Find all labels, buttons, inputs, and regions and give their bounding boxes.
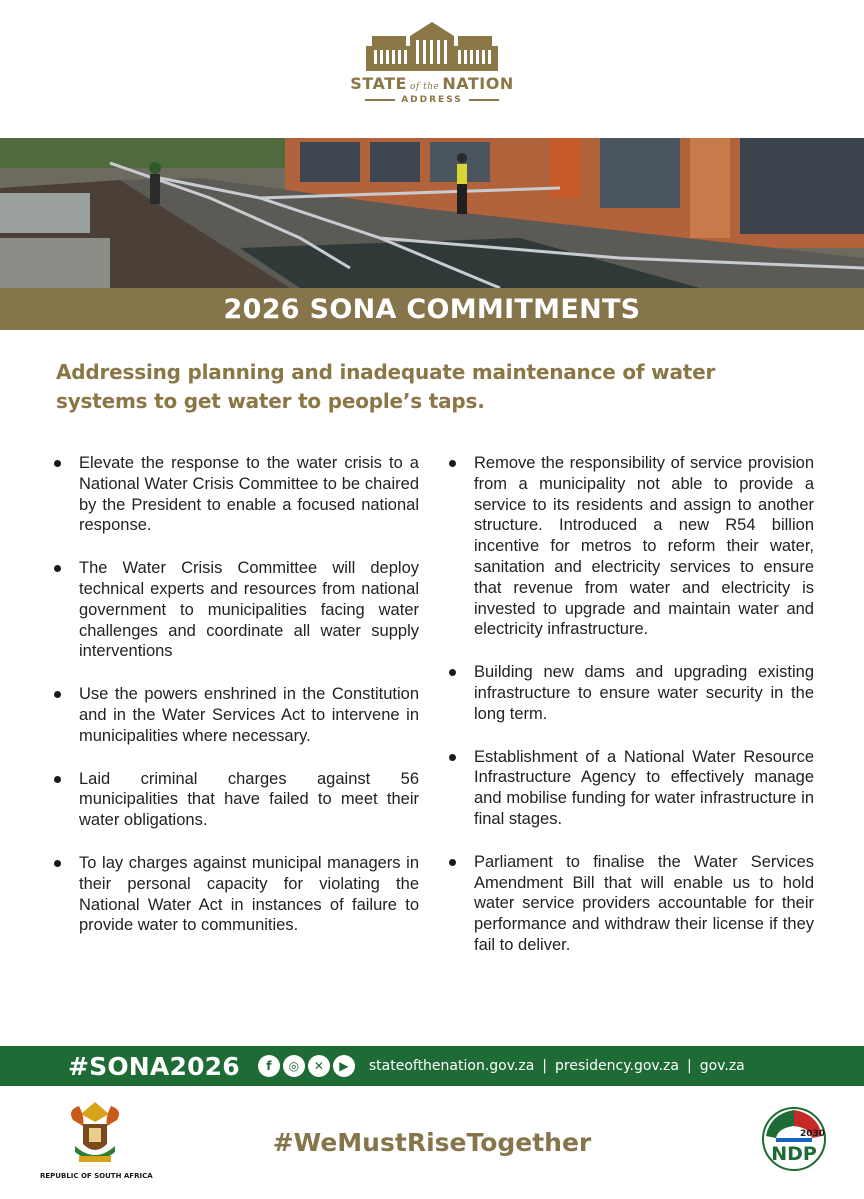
footer-links: stateofthenation.gov.za | presidency.gov.za | gov.za	[368, 1058, 745, 1074]
commitments-right-column	[474, 453, 814, 956]
sona-logo	[330, 18, 534, 122]
x-icon[interactable]: ✕	[308, 1055, 330, 1077]
list-item: Laid criminal charges against 56 municipalities that have failed to meet their water obligations.	[79, 769, 419, 830]
commitments-banner	[0, 288, 864, 330]
logo-subtitle: ADDRESS	[330, 95, 534, 105]
list-item: To lay charges against municipal managers in their personal capacity for violating the National Water Act in instances of failure to provide water to communities.	[79, 853, 419, 935]
youtube-icon[interactable]: ▶	[333, 1055, 355, 1077]
slogan: #WeMustRiseTogether	[272, 1128, 592, 1157]
link-presidency[interactable]: presidency.gov.za	[555, 1058, 679, 1074]
banner-title: 2026 SONA COMMITMENTS	[223, 293, 641, 325]
list-item: Parliament to finalise the Water Services Amendment Bill that will enable us to hold water service providers accountable for their performance and withdraw their license if they fail to deliver.	[474, 852, 814, 954]
social-icons	[258, 1055, 355, 1077]
instagram-icon[interactable]: ◎	[283, 1055, 305, 1077]
list-item: The Water Crisis Committee will deploy technical experts and resources from national government to municipalities facing water challenges and coordinate all water supply interventions	[79, 559, 419, 661]
sona-hashtag: #SONA2026	[68, 1051, 240, 1081]
coat-of-arms: REPUBLIC OF SOUTH AFRICA	[40, 1100, 150, 1190]
list-item: Building new dams and upgrading existing infrastructure to ensure water security in the long term.	[474, 663, 814, 723]
list-item: Establishment of a National Water Resource Infrastructure Agency to effectively manage and mobilise funding for water infrastructure in final stages.	[474, 747, 814, 828]
logo-title: STATE of the NATION	[350, 74, 514, 93]
link-stateofthenation[interactable]: stateofthenation.gov.za	[368, 1058, 535, 1074]
water-treatment-photo	[0, 138, 864, 288]
section-subtitle: Addressing planning and inadequate maintenance of water systems to get water to people’s taps.	[56, 360, 716, 413]
ndp-text: NDP	[771, 1143, 817, 1165]
list-item: Remove the responsibility of service provision from a municipality not able to provide a service to its residents and assign to another structure. Introduced a new R54 billion incentive for metros to reform their water, sanitation and electricity services to ensure that revenue from water and electricity is invested to upgrade and maintain water and electricity infrastructure.	[474, 454, 814, 639]
footer-bar	[0, 1046, 864, 1086]
ndp-logo	[760, 1106, 828, 1172]
list-item: Use the powers enshrined in the Constitution and in the Water Services Act to intervene in municipalities where necessary.	[79, 685, 419, 745]
ndp-year: 2030	[800, 1129, 826, 1139]
facebook-icon[interactable]: f	[258, 1055, 280, 1077]
link-gov[interactable]: gov.za	[699, 1058, 745, 1074]
parliament-building-icon	[366, 18, 498, 72]
list-item: Elevate the response to the water crisis to a National Water Crisis Committee to be chaired by the President to enable a focused national response.	[79, 454, 419, 535]
commitments-left-column	[79, 453, 419, 936]
